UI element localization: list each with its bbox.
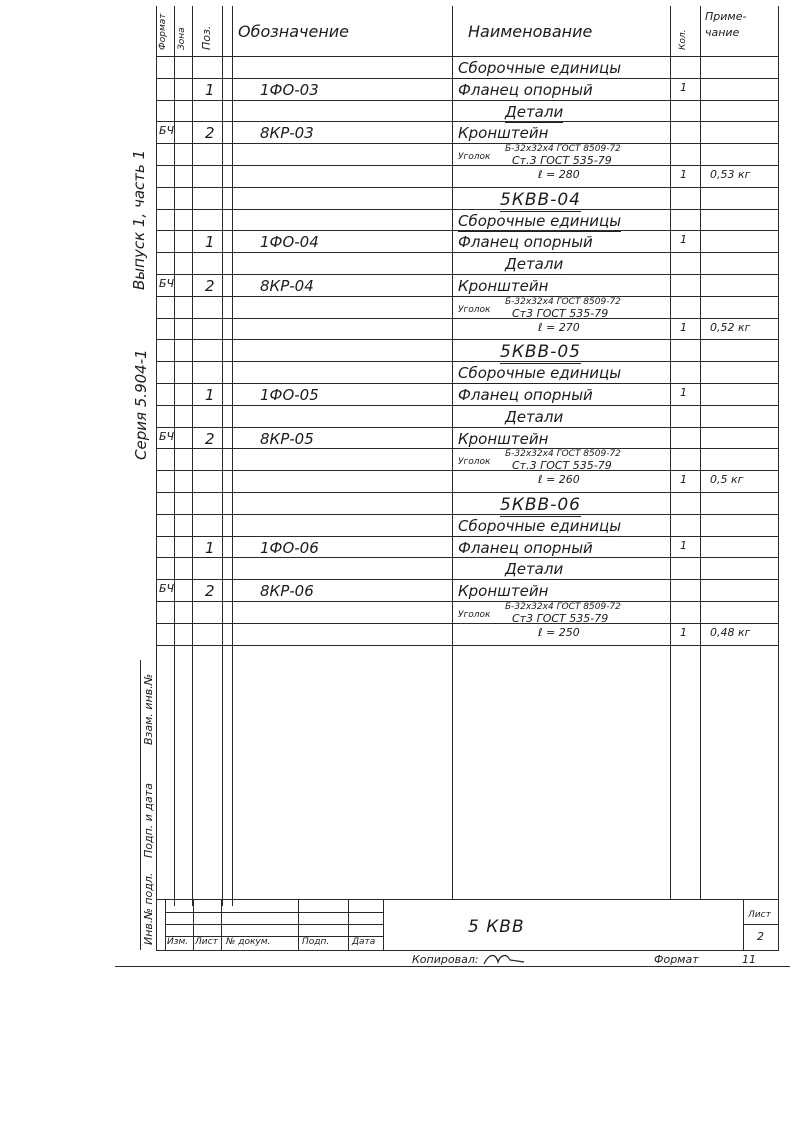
cell-spec1: Б-32х32х4 ГОСТ 8509-72 [505,602,621,612]
header-poz: Поз. [200,25,213,50]
row-divider [156,361,779,362]
cell-qty: 1 [680,626,687,639]
cell-note: 0,48 кг [710,626,751,639]
cell-name: Фланец опорный [458,81,593,99]
row-divider [156,514,779,515]
cell-spec1: Б-32х32х4 ГОСТ 8509-72 [505,449,621,459]
cell-name: 5КВВ-06 [500,495,581,515]
cell-name: Детали [505,103,564,121]
cell-note: 0,53 кг [710,168,751,181]
cell-poz: 2 [205,582,215,600]
row-divider [156,187,779,188]
cell-designation: 8КР-03 [260,124,314,142]
header-note-2: чание [705,26,740,39]
inv-podl-label: Инв.№ подл. [142,872,155,945]
cell-name: Фланец опорный [458,386,593,404]
cell-designation: 1ФО-04 [260,233,319,251]
header-qty: Кол. [678,29,688,50]
cell-poz: 1 [205,233,215,251]
row-divider [156,492,779,493]
cell-name: ℓ = 260 [538,473,580,486]
row-divider [156,579,779,580]
cell-name: ℓ = 250 [538,626,580,639]
footer-copied: Копировал: [412,953,479,966]
row-divider [156,470,779,471]
footer-format-value: 11 [742,953,756,966]
cell-name: Детали [505,255,564,273]
cell-poz: 1 [205,386,215,404]
cell-qty: 1 [680,473,687,486]
cell-qty: 1 [680,81,687,94]
cell-qty: 1 [680,539,687,552]
row-divider [156,405,779,406]
header-designation: Обозначение [238,22,350,41]
cell-name: Фланец опорный [458,233,593,251]
cell-designation: 8КР-06 [260,582,314,600]
cell-prefix: Уголок [458,152,491,162]
cell-prefix: Уголок [458,457,491,467]
cell-format: БЧ [159,582,175,595]
vypusk-label: Выпуск 1, часть 1 [130,149,148,290]
cell-name: 5КВВ-05 [500,342,581,362]
cell-spec2: Ст3 ГОСТ 535-79 [512,612,609,625]
cell-name: ℓ = 280 [538,168,580,181]
cell-qty: 1 [680,233,687,246]
row-divider [156,557,779,558]
tb-izm: Изм. [167,937,189,947]
row-divider [156,165,779,166]
tb-sheet-label: Лист [748,910,771,920]
row-divider [156,121,779,122]
cell-name: 5КВВ-04 [500,190,581,210]
cell-poz: 1 [205,81,215,99]
row-divider [156,296,779,297]
cell-name: Кронштейн [458,124,549,142]
cell-format: БЧ [159,124,175,137]
cell-name: Детали [505,560,564,578]
row-divider [156,601,779,602]
row-divider [156,100,779,101]
cell-spec2: Ст.3 ГОСТ 535-79 [512,459,612,472]
cell-poz: 2 [205,430,215,448]
cell-poz: 2 [205,124,215,142]
tb-data: Дата [352,937,376,947]
tb-podp: Подп. [302,937,330,947]
series-label: Серия 5.904-1 [132,349,150,460]
signature-mark [480,950,540,968]
row-divider [156,274,779,275]
cell-note: 0,52 кг [710,321,751,334]
cell-poz: 2 [205,277,215,295]
cell-designation: 8КР-05 [260,430,314,448]
cell-spec2: Ст.3 ГОСТ 535-79 [512,154,612,167]
cell-name: Фланец опорный [458,539,593,557]
cell-name: Кронштейн [458,582,549,600]
cell-name: Сборочные единицы [458,212,622,230]
cell-format: БЧ [159,430,175,443]
row-divider [156,209,779,210]
tb-ndokum: № докум. [226,937,271,947]
cell-designation: 8КР-04 [260,277,314,295]
footer-format-label: Формат [654,953,699,966]
header-format: Формат [158,13,168,50]
header-name: Наименование [468,22,593,41]
header-note-1: Приме- [705,10,747,23]
row-divider [156,448,779,449]
cell-note: 0,5 кг [710,473,744,486]
row-divider [156,645,779,646]
row-divider [156,252,779,253]
cell-name: Детали [505,408,564,426]
cell-name: ℓ = 270 [538,321,580,334]
cell-prefix: Уголок [458,610,491,620]
cell-poz: 1 [205,539,215,557]
cell-designation: 1ФО-05 [260,386,319,404]
cell-qty: 1 [680,168,687,181]
tb-list: Лист [195,937,218,947]
cell-spec1: Б-32х32х4 ГОСТ 8509-72 [505,297,621,307]
row-divider [156,339,779,340]
cell-format: БЧ [159,277,175,290]
cell-spec1: Б-32х32х4 ГОСТ 8509-72 [505,144,621,154]
tb-sheet-no: 2 [757,930,764,943]
cell-name: Сборочные единицы [458,59,622,77]
cell-qty: 1 [680,386,687,399]
inv-zam-label: Взам. инв.№ [142,673,155,745]
cell-prefix: Уголок [458,305,491,315]
header-zona: Зона [177,27,187,50]
cell-qty: 1 [680,321,687,334]
tb-doc-code: 5 КВВ [468,917,525,937]
cell-name: Сборочные единицы [458,517,622,535]
row-divider [156,427,779,428]
cell-spec2: Ст3 ГОСТ 535-79 [512,307,609,320]
cell-name: Кронштейн [458,430,549,448]
cell-name: Сборочные единицы [458,364,622,382]
podp-data-label: Подп. и дата [142,783,155,858]
row-divider [156,623,779,624]
cell-designation: 1ФО-03 [260,81,319,99]
row-divider [156,318,779,319]
cell-designation: 1ФО-06 [260,539,319,557]
cell-name: Кронштейн [458,277,549,295]
row-divider [156,143,779,144]
